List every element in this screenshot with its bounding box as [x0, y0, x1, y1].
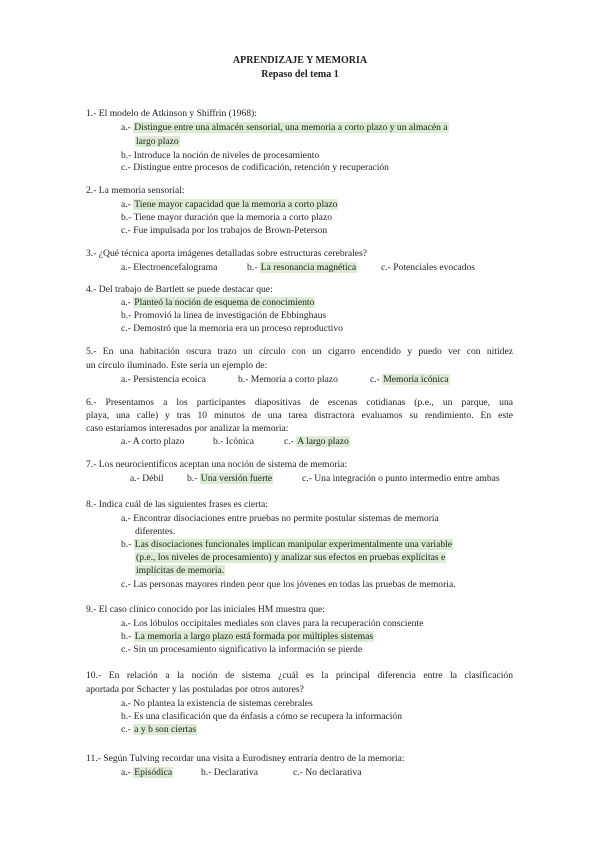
highlighted-answer: Las disociaciones funcionales implican manipular experimentalmente una variable: [134, 539, 453, 550]
q11-option-b: b.- Declarativa: [201, 767, 258, 778]
q1-option-a: [121, 122, 449, 134]
highlighted-answer: a y b son ciertas: [134, 724, 197, 735]
q1-option-c: c.- Distingue entre procesos de codificación, retención y recuperación: [121, 162, 389, 173]
question-3: 3.- ¿Qué técnica aporta imágenes detalladas sobre estructuras cerebrales?: [86, 248, 368, 259]
option-prefix: a.-: [121, 122, 131, 133]
question-6-line-1: 6.- Presentamos a los participantes diapositivas de escenas cotidianas (p.e., un parque, una: [86, 397, 513, 408]
q8-option-b-cont-2: [135, 565, 225, 577]
highlighted-answer: Distingue entre una almacén sensorial, una memoria a corto plazo y un almacén a: [134, 122, 448, 133]
q2-option-c: c.- Fue impulsada por los trabajos de Brown-Peterson: [121, 225, 328, 236]
option-prefix: c.-: [370, 374, 380, 385]
highlighted-answer: Una versión fuerte: [200, 473, 273, 484]
q5-option-a: a.- Persistencia ecoica: [121, 374, 206, 385]
question-11: 11.- Según Tulving recordar una visita a Eurodisney entraría dentro de la memoria:: [86, 753, 405, 764]
q5-option-c: [370, 374, 450, 386]
option-prefix: b.-: [187, 473, 198, 484]
q1-option-b: b.- Introduce la noción de niveles de procesamiento: [121, 150, 320, 161]
option-prefix: a.-: [121, 199, 131, 210]
q10-option-a: a.- No plantea la existencia de sistemas cerebrales: [121, 698, 313, 709]
highlighted-answer: A largo plazo: [297, 436, 349, 447]
highlighted-answer: La memoria a largo plazo está formada por múltiples sistemas: [134, 631, 374, 642]
q6-option-c: [284, 436, 350, 448]
q10-option-c: [121, 724, 197, 736]
q9-option-a: a.- Los lóbulos occipitales mediales son claves para la recuperación consciente: [121, 618, 424, 629]
q8-option-b: [121, 539, 453, 551]
q9-option-b: [121, 631, 374, 643]
highlighted-answer: Episódica: [134, 767, 173, 778]
question-6-line-2: playa, una calle) y tras 10 minutos de una tarea distractora evaluamos su rendimiento. En este: [86, 410, 513, 421]
document-title: APRENDIZAJE Y MEMORIA: [232, 55, 368, 66]
q3-option-b: [247, 262, 357, 274]
q2-option-a: [121, 199, 338, 211]
q11-option-c: c.- No declarativa: [293, 767, 362, 778]
q7-option-a: a.- Débil: [130, 473, 164, 484]
question-6-line-3: caso estaríamos interesados por analizar la memoria:: [86, 423, 289, 434]
option-prefix: a.-: [121, 297, 131, 308]
q8-option-a-cont: diferentes.: [135, 526, 176, 537]
q3-option-a: a.- Electroencefalograma: [121, 262, 218, 273]
option-prefix: b.-: [121, 539, 132, 550]
question-9: 9.- El caso clínico conocido por las iniciales HM muestra que:: [86, 604, 325, 615]
q8-option-b-cont-1: [135, 552, 446, 564]
question-1: 1.- El modelo de Atkinson y Shiffrin (1968):: [86, 108, 257, 119]
q4-option-a: [121, 297, 315, 309]
question-10-line-1: 10.- En relación a la noción de sistema ¿cuál es la principal diferencia entre la clasificación: [86, 670, 513, 681]
q1-option-a-cont: [135, 136, 180, 148]
option-prefix: c.-: [121, 724, 131, 735]
q4-option-b: b.- Promovió la línea de investigación de Ebbinghaus: [121, 310, 327, 321]
question-10-line-2: aportada por Schacter y las postuladas por otros autores?: [86, 684, 304, 695]
q10-option-b: b.- Es una clasificación que da énfasis a cómo se recupera la información: [121, 711, 403, 722]
q5-option-b: b.- Memoria a corto plazo: [238, 374, 338, 385]
option-prefix: c.-: [284, 436, 294, 447]
question-7: 7.- Los neurocientíficos aceptan una noción de sistema de memoria:: [86, 459, 348, 470]
q7-option-b: [187, 473, 273, 485]
highlighted-answer: implícitas de memoria.: [136, 565, 225, 576]
option-prefix: a.-: [121, 767, 131, 778]
question-5-line-2: un círculo iluminado. Este sería un ejemplo de:: [86, 360, 268, 371]
q11-option-a: [121, 767, 173, 779]
q7-option-c: c.- Una integración o punto intermedio entre ambas: [302, 473, 500, 484]
document-subtitle: Repaso del tema 1: [261, 69, 339, 80]
q4-option-c: c.- Demostró que la memoria era un proceso reproductivo: [121, 323, 343, 334]
q6-option-a: a.- A corto plazo: [121, 436, 185, 447]
question-5-line-1: 5.- En una habitación oscura trazo un círculo con un cigarro encendido y puedo ver con nitidez: [86, 346, 513, 357]
highlighted-answer: (p.e., los niveles de procesamiento) y analizar sus efectos en pruebas explícitas e: [136, 552, 446, 563]
highlighted-answer: La resonancia magnética: [260, 262, 357, 273]
q8-option-c: c.- Las personas mayores rinden peor que los jóvenes en todas las pruebas de memoria.: [121, 579, 456, 590]
option-prefix: b.-: [247, 262, 258, 273]
q8-option-a: a.- Encontrar disociaciones entre pruebas no permite postular sistemas de memoria: [121, 513, 439, 524]
highlighted-answer: largo plazo: [136, 136, 179, 147]
highlighted-answer: Tiene mayor capacidad que la memoria a corto plazo: [134, 199, 338, 210]
option-prefix: b.-: [121, 631, 132, 642]
q9-option-c: c.- Sin un procesamiento significativo la información se pierde: [121, 644, 363, 655]
question-4: 4.- Del trabajo de Bartlett se puede destacar que:: [86, 284, 273, 295]
highlighted-answer: Planteó la noción de esquema de conocimiento: [134, 297, 315, 308]
q3-option-c: c.- Potenciales evocados: [381, 262, 476, 273]
q6-option-b: b.- Icónica: [213, 436, 255, 447]
highlighted-answer: Memoria icónica: [383, 374, 449, 385]
q2-option-b: b.- Tiene mayor duración que la memoria a corto plazo: [121, 212, 332, 223]
question-8: 8.- Indica cuál de las siguientes frases es cierta:: [86, 499, 268, 510]
question-2: 2.- La memoria sensorial:: [86, 185, 185, 196]
